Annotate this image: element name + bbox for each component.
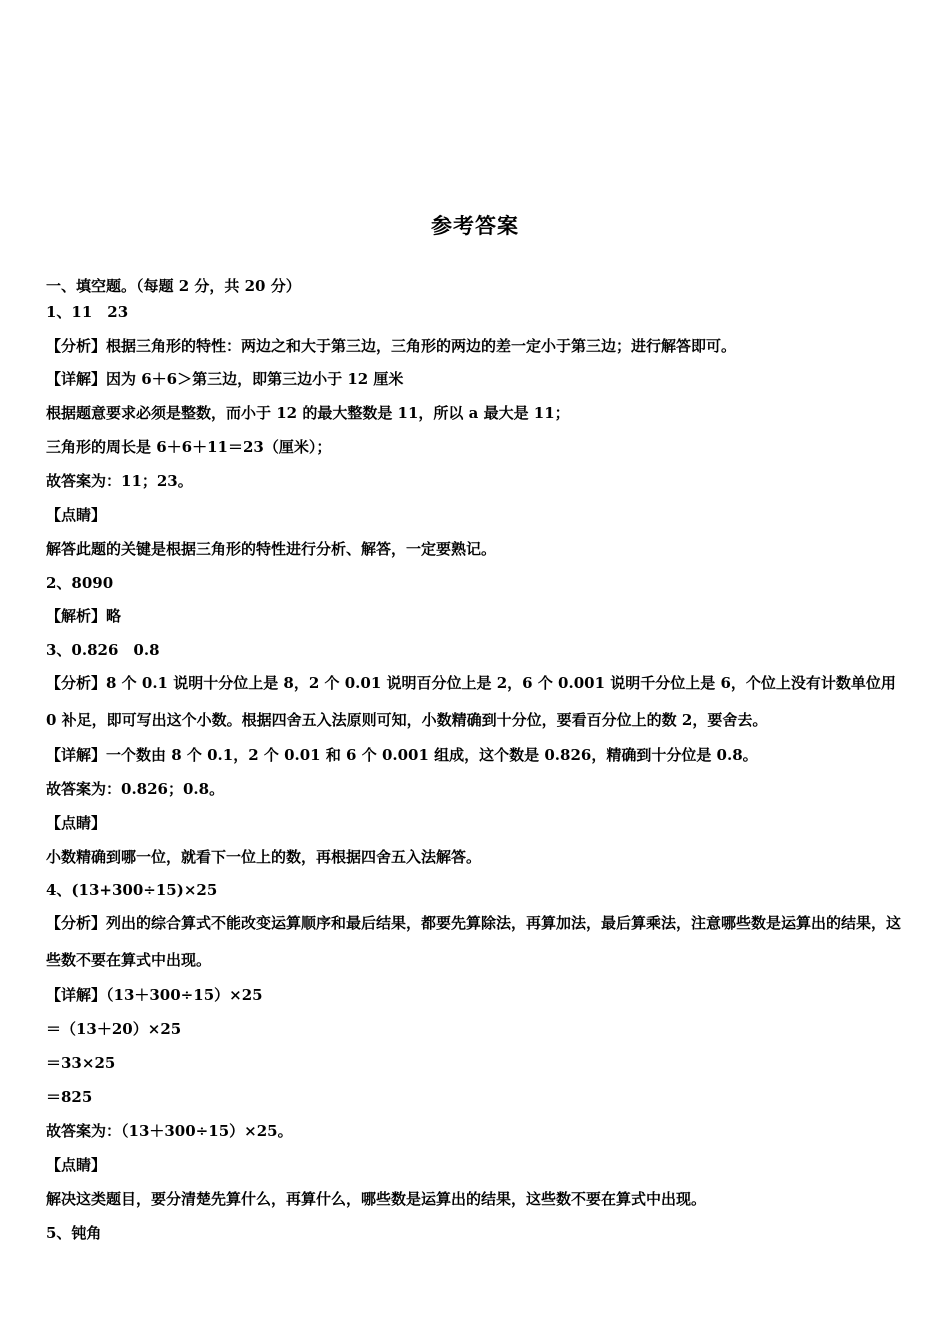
answer-3-comment-label: 【点睛】	[46, 814, 107, 832]
answer-1-comment: 解答此题的关键是根据三角形的特性进行分析、解答，一定要熟记。	[46, 540, 497, 558]
answer-4-step: ＝33×25	[46, 1054, 116, 1072]
answer-3-detail: 【详解】一个数由 8 个 0.1，2 个 0.01 和 6 个 0.001 组成，这个数是 0.826，精确到十分位是 0.8。	[46, 746, 758, 764]
answer-4-analysis: 【分析】列出的综合算式不能改变运算顺序和最后结果，都要先算除法，再算加法，最后算乘法，注意哪些数是运算出的结果，这些数不要在算式中出现。	[46, 914, 902, 969]
answer-2-heading: 2、8090	[46, 574, 114, 592]
answer-3-analysis: 【分析】8 个 0.1 说明十分位上是 8，2 个 0.01 说明百分位上是 2，6 个 0.001 说明千分位上是 6，个位上没有计数单位用 0 补足，即可写出这个小数。根据四舍五入法原则可知，小数精确到十分位，要看百分位上的数 2，要舍去。	[46, 674, 896, 729]
answer-1-detail-line: 根据题意要求必须是整数，而小于 12 的最大整数是 11，所以 a 最大是 11；	[46, 404, 570, 422]
answer-3-heading: 3、0.826 0.8	[46, 641, 160, 659]
page-title: 参考答案	[431, 213, 519, 238]
answer-4-heading: 4、(13+300÷15)×25	[46, 881, 218, 899]
answer-3-comment: 小数精确到哪一位，就看下一位上的数，再根据四舍五入法解答。	[46, 848, 482, 866]
answer-3-conclusion: 故答案为：0.826；0.8。	[46, 780, 225, 798]
answer-4-comment-label: 【点睛】	[46, 1156, 107, 1174]
section-heading: 一、填空题。（每题 2 分，共 20 分）	[46, 277, 301, 295]
answer-4-detail: 【详解】（13＋300÷15）×25	[46, 986, 263, 1004]
answer-4-step: ＝825	[46, 1088, 93, 1106]
answer-1-detail: 【详解】因为 6＋6＞第三边，即第三边小于 12 厘米	[46, 370, 404, 388]
answer-1-analysis: 【分析】根据三角形的特性：两边之和大于第三边，三角形的两边的差一定小于第三边；进行解答即可。	[46, 337, 737, 355]
answer-1-conclusion: 故答案为：11；23。	[46, 472, 193, 490]
answer-2-analysis: 【解析】略	[46, 607, 122, 625]
answer-1-detail-line: 三角形的周长是 6＋6＋11＝23（厘米）；	[46, 438, 332, 456]
answer-1-comment-label: 【点睛】	[46, 506, 107, 524]
answer-4-comment: 解决这类题目，要分清楚先算什么，再算什么，哪些数是运算出的结果，这些数不要在算式中出现。	[46, 1190, 707, 1208]
answer-1-heading: 1、11 23	[46, 303, 129, 321]
answer-4-conclusion: 故答案为：（13＋300÷15）×25。	[46, 1122, 293, 1140]
answer-4-step: ＝（13＋20）×25	[46, 1020, 182, 1038]
answer-5-heading: 5、钝角	[46, 1224, 102, 1242]
